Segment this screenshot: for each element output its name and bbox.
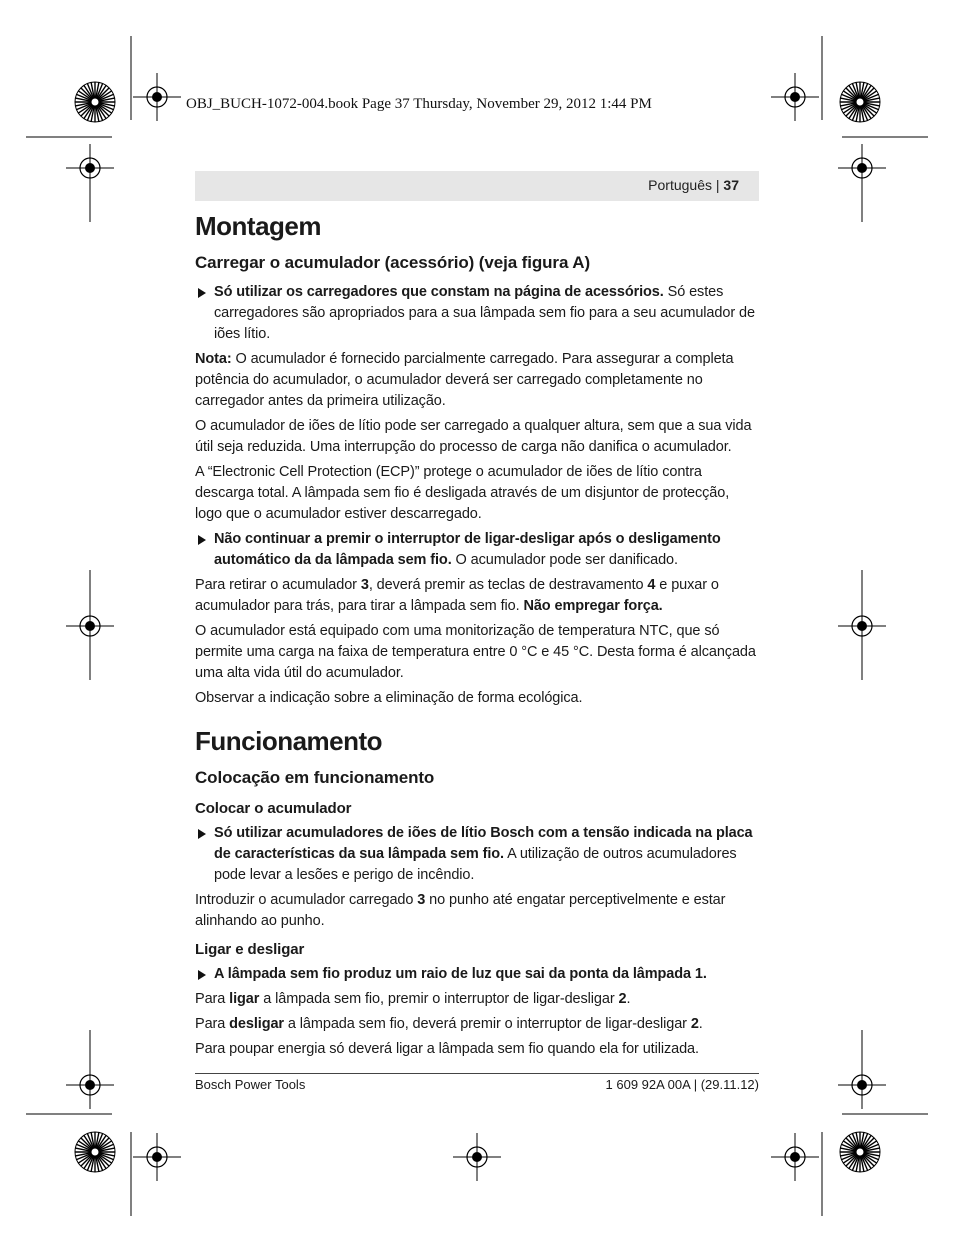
paragraph-desligar (195, 1014, 759, 1035)
bullet-triangle-icon (198, 535, 206, 545)
footer-publisher: Bosch Power Tools (195, 1077, 306, 1092)
page-number: 37 (723, 177, 739, 193)
paragraph-ecp: A “Electronic Cell Protection (ECP)” protege o acumulador de iões de lítio contra descarga total. A lâmpada sem fio é desligada através de um disjuntor de protecção, logo que o acumulador estiver descarregado. (195, 464, 730, 522)
ref-number: 2 (618, 991, 627, 1007)
paragraph-nota (195, 349, 759, 412)
paragraph-eliminacao: Observar a indicação sobre a eliminação de forma ecológica. (195, 690, 583, 706)
keyword-bold: desligar (229, 1016, 284, 1032)
subtitle-carregar: Carregar o acumulador (acessório) (veja figura A) (195, 253, 591, 272)
nota-text: O acumulador é fornecido parcialmente carregado. Para assegurar a completa potência do acumulador, o acumulador deverá ser carregado completamente no carregador antes da primeira utilização. (195, 351, 734, 409)
bullet-text: Só estes carregadores são apropriados para a sua lâmpada sem fio para a seu acumulador de iões lítio. (214, 284, 755, 342)
page-header-bar (195, 171, 759, 201)
bullet-triangle-icon (198, 970, 206, 980)
heading-colocar-acumulador: Colocar o acumulador (195, 800, 352, 817)
header-separator: | (712, 177, 724, 193)
bullet-bold: Só utilizar acumuladores de iões de lítio Bosch com a tensão indicada na placa de características da sua lâmpada sem fio. (214, 825, 753, 862)
footer-doc-number: 1 609 92A 00A | (29.11.12) (605, 1077, 759, 1092)
text-run: a lâmpada sem fio, premir o interruptor de ligar-desligar (259, 991, 619, 1007)
ref-number: 3 (360, 577, 369, 593)
text-run: e puxar o acumulador para trás, para tirar a lâmpada sem fio. (195, 577, 719, 614)
paragraph-poupar: Para poupar energia só deverá ligar a lâmpada sem fio quando ela for utilizada. (195, 1041, 699, 1057)
paragraph-carga: O acumulador de iões de lítio pode ser carregado a qualquer altura, sem que a sua vida útil seja reduzida. Uma interrupção do processo de carga não danifica o acumulador. (195, 418, 752, 455)
bullet-acumuladores-bosch (195, 823, 759, 886)
bullet-triangle-icon (198, 829, 206, 839)
text-run: no punho até engatar perceptivelmente e estar alinhando ao punho. (195, 892, 726, 929)
text-run: , deverá premir as teclas de destravamento (368, 577, 648, 593)
nota-label: Nota: (195, 351, 232, 367)
ref-number: 4 (647, 577, 656, 593)
heading-ligar-desligar: Ligar e desligar (195, 941, 305, 958)
section-title-funcionamento: Funcionamento (195, 726, 383, 756)
subtitle-colocacao: Colocação em funcionamento (195, 768, 435, 787)
paragraph-ligar (195, 989, 759, 1010)
text-run: Introduzir o acumulador carregado (195, 892, 418, 908)
text-run: Para (195, 991, 230, 1007)
text-run: . (626, 991, 631, 1007)
bullet-bold: Só utilizar os carregadores que constam na página de acessórios. (214, 284, 664, 300)
bullet-carregadores (195, 282, 759, 345)
text-run: . (698, 1016, 703, 1032)
bullet-raio-luz (195, 964, 759, 985)
bullet-triangle-icon (198, 288, 206, 298)
paragraph-ntc: O acumulador está equipado com uma monitorização de temperatura NTC, que só permite uma carga na faixa de temperatura entre 0 °C e 45 °C. Desta forma é alcançada uma alta vida útil do acumulador. (195, 623, 756, 681)
paragraph-retirar (195, 575, 759, 617)
bullet-interruptor (195, 529, 759, 571)
text-run: Para (195, 1016, 230, 1032)
bullet-bold: A lâmpada sem fio produz um raio de luz que sai da ponta da lâmpada 1. (214, 966, 707, 982)
bullet-text: A utilização de outros acumuladores pode levar a lesões e perigo de incêndio. (214, 846, 737, 883)
section-title-montagem: Montagem (195, 211, 321, 241)
keyword-bold: ligar (229, 991, 260, 1007)
warning-bold: Não empregar força. (523, 598, 663, 614)
text-run: Para retirar o acumulador (195, 577, 361, 593)
page-content (195, 206, 759, 1064)
text-run: a lâmpada sem fio, deverá premir o interruptor de ligar-desligar (283, 1016, 691, 1032)
print-header: OBJ_BUCH-1072-004.book Page 37 Thursday, November 29, 2012 1:44 PM (186, 96, 652, 112)
page-footer (195, 1073, 759, 1092)
bullet-bold: Não continuar a premir o interruptor de ligar-desligar após o desligamento automático da da lâmpada sem fio. (214, 531, 721, 568)
header-language: Português (648, 177, 712, 193)
ref-number: 3 (417, 892, 426, 908)
bullet-text: O acumulador pode ser danificado. (451, 552, 678, 568)
page-header (648, 177, 739, 193)
ref-number: 2 (690, 1016, 699, 1032)
paragraph-introduzir (195, 890, 759, 932)
